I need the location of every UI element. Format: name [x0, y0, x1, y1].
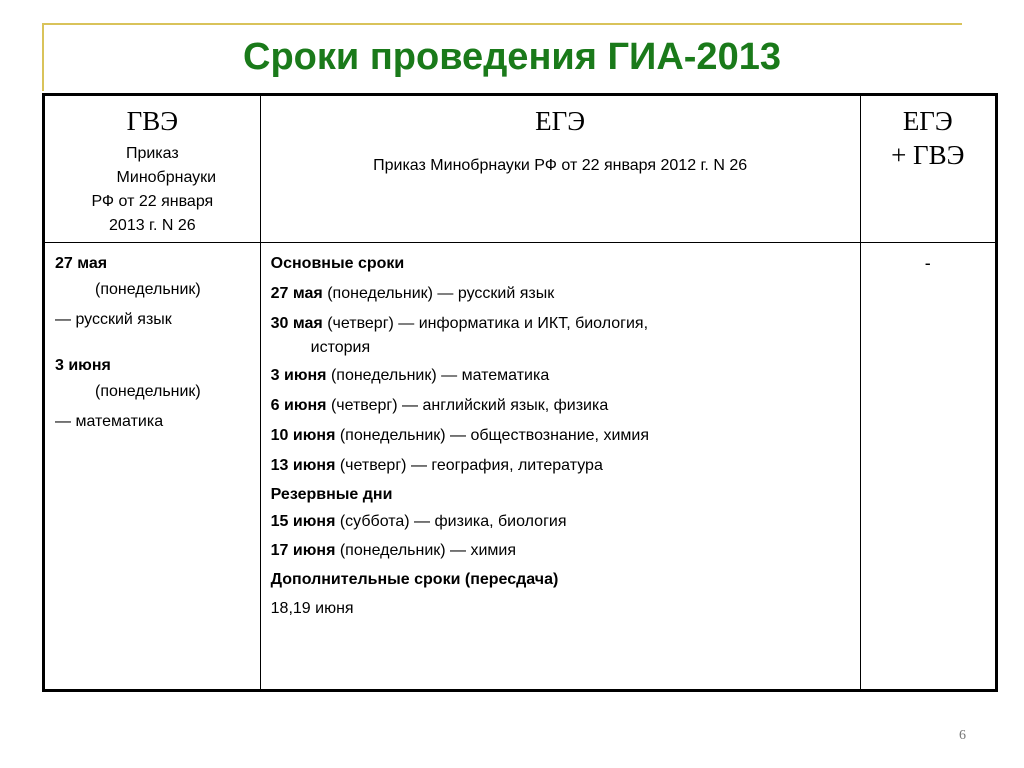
ege-date: 30 мая: [270, 315, 323, 332]
combined-title-line1: ЕГЭ: [902, 106, 953, 136]
ege-reserve-heading: Резервные дни: [270, 486, 393, 503]
ege-order: Приказ Минобрнауки РФ от 22 января 2012 г. N 26: [373, 157, 748, 174]
gve-entry: [55, 251, 250, 333]
ege-extra-text: 18,19 июня: [270, 600, 354, 617]
gve-day: (понедельник): [95, 281, 201, 298]
page-title: Сроки проведения ГИА-2013: [243, 36, 781, 78]
page-number: 6: [959, 728, 966, 743]
ege-main-entry: [271, 423, 850, 449]
gve-order-line: 2013 г. N 26: [109, 217, 196, 234]
combined-schedule: [860, 243, 996, 691]
ege-date: 10 июня: [270, 427, 336, 444]
ege-list: [261, 243, 860, 623]
ege-reserve-entry: [271, 536, 850, 565]
ege-main-entry: [271, 311, 850, 359]
gve-entry: [55, 353, 250, 435]
ege-schedule: [260, 243, 860, 691]
ege-desc: (понедельник) — обществознание, химия: [335, 427, 649, 444]
gve-title: ГВЭ: [126, 106, 179, 136]
body-row: [44, 243, 997, 691]
ege-main-entry: [271, 281, 850, 307]
ege-desc: (понедельник) — русский язык: [322, 285, 555, 302]
header-combined: [860, 95, 996, 243]
ege-desc-cont: история: [310, 339, 371, 356]
gve-subject: — русский язык: [55, 311, 172, 328]
ege-desc: (понедельник) — математика: [326, 367, 550, 384]
gve-order-line: Приказ: [125, 145, 179, 162]
ege-title: ЕГЭ: [535, 106, 586, 136]
gve-subject: — математика: [55, 413, 164, 430]
ege-desc: (четверг) — английский язык, физика: [326, 397, 609, 414]
gve-list: [45, 243, 260, 435]
ege-extra-heading: Дополнительные сроки (пересдача): [270, 571, 559, 588]
gve-schedule: [44, 243, 261, 691]
gve-order: [45, 142, 260, 238]
ege-desc: (четверг) — информатика и ИКТ, биология,: [322, 315, 649, 332]
ege-date: 27 мая: [270, 285, 323, 302]
gve-date: 27 мая: [55, 255, 108, 272]
gve-gap: [55, 333, 250, 353]
ege-main-entry: [271, 453, 850, 479]
header-row: [44, 95, 997, 243]
gve-date: 3 июня: [55, 357, 111, 374]
header-ege: [260, 95, 860, 243]
ege-date: 13 июня: [270, 457, 336, 474]
ege-date: 15 июня: [270, 513, 336, 530]
ege-desc: (четверг) — география, литература: [335, 457, 603, 474]
ege-main-entry: [271, 363, 850, 389]
ege-desc: (суббота) — физика, биология: [335, 513, 567, 530]
schedule-table: [42, 93, 998, 692]
combined-title-line2: + ГВЭ: [891, 140, 965, 170]
ege-desc: (понедельник) — химия: [335, 542, 517, 559]
ege-date: 6 июня: [270, 397, 327, 414]
ege-main-entry: [271, 393, 850, 419]
ege-main-heading: Основные сроки: [270, 255, 405, 272]
ege-date: 17 июня: [270, 542, 336, 559]
gve-order-line: Минобрнауки: [116, 169, 217, 186]
gve-order-line: РФ от 22 января: [91, 193, 214, 210]
ege-date: 3 июня: [270, 367, 327, 384]
ege-reserve-entry: [271, 507, 850, 536]
gve-day: (понедельник): [95, 383, 201, 400]
combined-value: -: [924, 253, 931, 273]
header-gve: [44, 95, 261, 243]
